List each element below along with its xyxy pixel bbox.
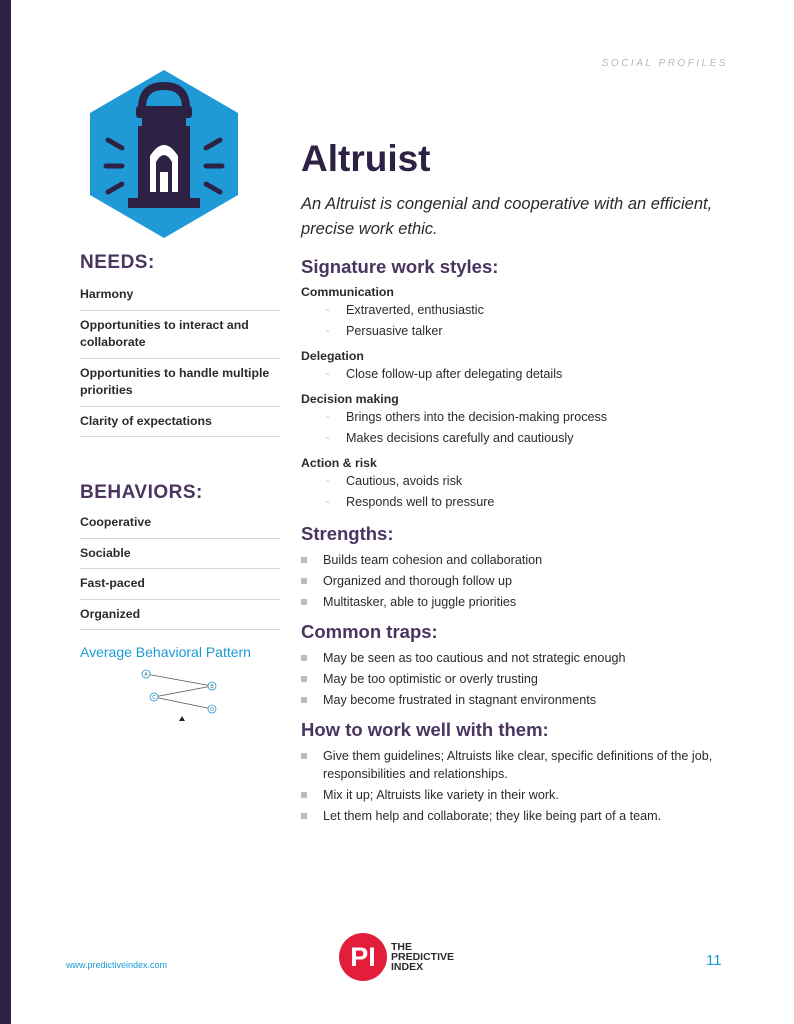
website-link[interactable]: www.predictiveindex.com bbox=[66, 960, 168, 970]
profile-title: Altruist bbox=[301, 138, 431, 179]
behaviors-item: Sociable bbox=[80, 539, 280, 570]
behavioral-pattern-diagram bbox=[138, 666, 228, 726]
profile-subtitle: An Altruist is congenial and cooperative with an efficient, precise work ethic. bbox=[301, 195, 713, 238]
pattern-point-b bbox=[208, 682, 216, 690]
list-item: Let them help and collaborate; they like being part of a team. bbox=[301, 807, 741, 825]
behaviors-item: Organized bbox=[80, 600, 280, 631]
needs-item: Harmony bbox=[80, 280, 280, 311]
right-column bbox=[301, 138, 741, 828]
behaviors-item: Cooperative bbox=[80, 508, 280, 539]
behaviors-list bbox=[80, 508, 280, 630]
behaviors-heading: BEHAVIORS: bbox=[80, 482, 203, 503]
page-number: 11 bbox=[706, 952, 722, 969]
logo-text: THE PREDICTIVE INDEX bbox=[391, 941, 455, 973]
left-column bbox=[80, 252, 280, 660]
svg-text:B: B bbox=[210, 684, 214, 690]
list-item: - Brings others into the decision-making process bbox=[326, 407, 741, 428]
category-label: Communication bbox=[301, 285, 394, 299]
lantern-icon bbox=[86, 68, 242, 240]
category-list bbox=[301, 407, 741, 449]
list-item: - Responds well to pressure bbox=[326, 492, 741, 513]
section-label: SOCIAL PROFILES bbox=[601, 58, 728, 69]
list-item: - Makes decisions carefully and cautiously bbox=[326, 428, 741, 449]
list-item: May be seen as too cautious and not strategic enough bbox=[301, 649, 741, 667]
signature-heading: Signature work styles: bbox=[301, 256, 499, 277]
category-list bbox=[301, 364, 741, 385]
svg-text:A: A bbox=[144, 672, 148, 678]
svg-text:D: D bbox=[210, 707, 214, 713]
strengths-heading: Strengths: bbox=[301, 523, 394, 544]
pattern-label: Average Behavioral Pattern bbox=[80, 644, 251, 660]
list-item: - Close follow-up after delegating details bbox=[326, 364, 741, 385]
list-item: Mix it up; Altruists like variety in their work. bbox=[301, 786, 741, 804]
category-label: Delegation bbox=[301, 349, 364, 363]
traps-list bbox=[301, 649, 741, 709]
behaviors-item: Fast-paced bbox=[80, 569, 280, 600]
needs-list bbox=[80, 280, 280, 437]
list-item: Give them guidelines; Altruists like clear, specific definitions of the job, responsibilities and relationships. bbox=[301, 747, 741, 783]
needs-item: Opportunities to interact and collaborate bbox=[80, 311, 280, 359]
strengths-list bbox=[301, 551, 741, 611]
needs-item: Clarity of expectations bbox=[80, 407, 280, 438]
category-list bbox=[301, 471, 741, 513]
list-item: - Cautious, avoids risk bbox=[326, 471, 741, 492]
logo-mark: PI bbox=[339, 933, 387, 981]
list-item: - Persuasive talker bbox=[326, 321, 741, 342]
work-well-heading: How to work well with them: bbox=[301, 719, 549, 740]
category-list bbox=[301, 300, 741, 342]
list-item: May become frustrated in stagnant environments bbox=[301, 691, 741, 709]
list-item: Multitasker, able to juggle priorities bbox=[301, 593, 741, 611]
needs-item: Opportunities to handle multiple priorities bbox=[80, 359, 280, 407]
list-item: Organized and thorough follow up bbox=[301, 572, 741, 590]
list-item: May be too optimistic or overly trusting bbox=[301, 670, 741, 688]
left-accent-bar bbox=[0, 0, 11, 1024]
list-item: Builds team cohesion and collaboration bbox=[301, 551, 741, 569]
pattern-point-d bbox=[208, 705, 216, 713]
pattern-marker bbox=[179, 716, 185, 721]
pattern-point-c bbox=[150, 693, 158, 701]
list-item: - Extraverted, enthusiastic bbox=[326, 300, 741, 321]
category-label: Decision making bbox=[301, 392, 399, 406]
predictive-index-logo bbox=[339, 933, 469, 983]
category-label: Action & risk bbox=[301, 456, 377, 470]
pattern-point-a bbox=[142, 670, 150, 678]
work-well-list bbox=[301, 747, 741, 825]
needs-heading: NEEDS: bbox=[80, 252, 155, 273]
traps-heading: Common traps: bbox=[301, 621, 438, 642]
svg-text:C: C bbox=[152, 695, 156, 701]
